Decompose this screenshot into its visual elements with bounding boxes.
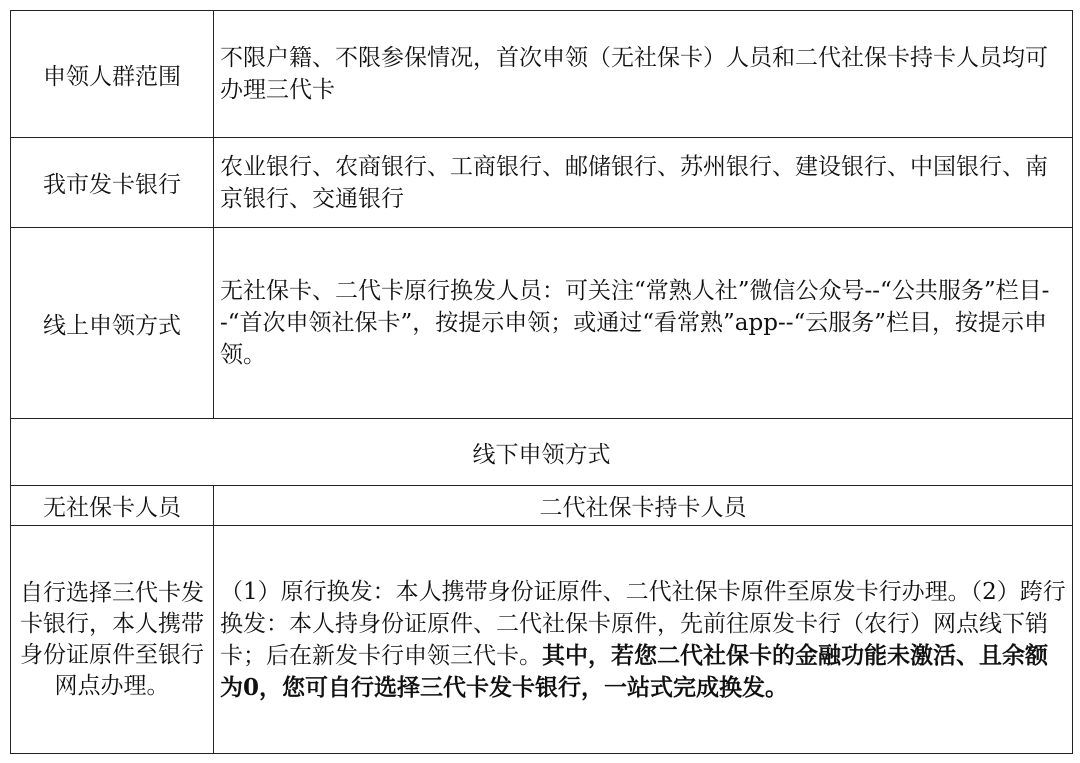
online-text: 无社保卡、二代卡原行换发人员：可关注“常熟人社”微信公众号--“公共服务”栏目--“首次申领社保卡”，按提示申领；或通过“看常熟”app--“云服务”栏目，按提示申领。 — [214, 228, 1073, 419]
offline-right-cell — [214, 526, 1073, 754]
online-label: 线上申领方式 — [11, 228, 214, 419]
offline-right-bold-text: 其中，若您二代社保卡的金融功能未激活、且余额为0，您可自行选择三代卡发卡银行，一站式完成换发。 — [220, 641, 1048, 701]
table-row — [11, 11, 1073, 138]
banks-text: 农业银行、农商银行、工商银行、邮储银行、苏州银行、建设银行、中国银行、南京银行、交通银行 — [214, 138, 1073, 228]
scope-label: 申领人群范围 — [11, 11, 214, 138]
offline-title: 线下申领方式 — [11, 419, 1073, 486]
table-row — [11, 228, 1073, 419]
table-row — [11, 486, 1073, 526]
social-security-card-info-table — [10, 10, 1073, 754]
table-row — [11, 526, 1073, 754]
banks-label: 我市发卡银行 — [11, 138, 214, 228]
offline-right-text: （1）原行换发：本人携带身份证原件、二代社保卡原件至原发卡行办理。（2）跨行换发：本人持身份证原件、二代社保卡原件，先前往原发卡行（农行）网点线下销卡；后在新发卡行申领三代卡。 — [220, 578, 1066, 669]
scope-text: 不限户籍、不限参保情况，首次申领（无社保卡）人员和二代社保卡持卡人员均可办理三代卡 — [214, 11, 1073, 138]
offline-left-header: 无社保卡人员 — [11, 486, 214, 526]
offline-left-text: 自行选择三代卡发卡银行，本人携带身份证原件至银行网点办理。 — [11, 526, 214, 754]
table-row — [11, 419, 1073, 486]
offline-right-header: 二代社保卡持卡人员 — [214, 486, 1073, 526]
table-row — [11, 138, 1073, 228]
